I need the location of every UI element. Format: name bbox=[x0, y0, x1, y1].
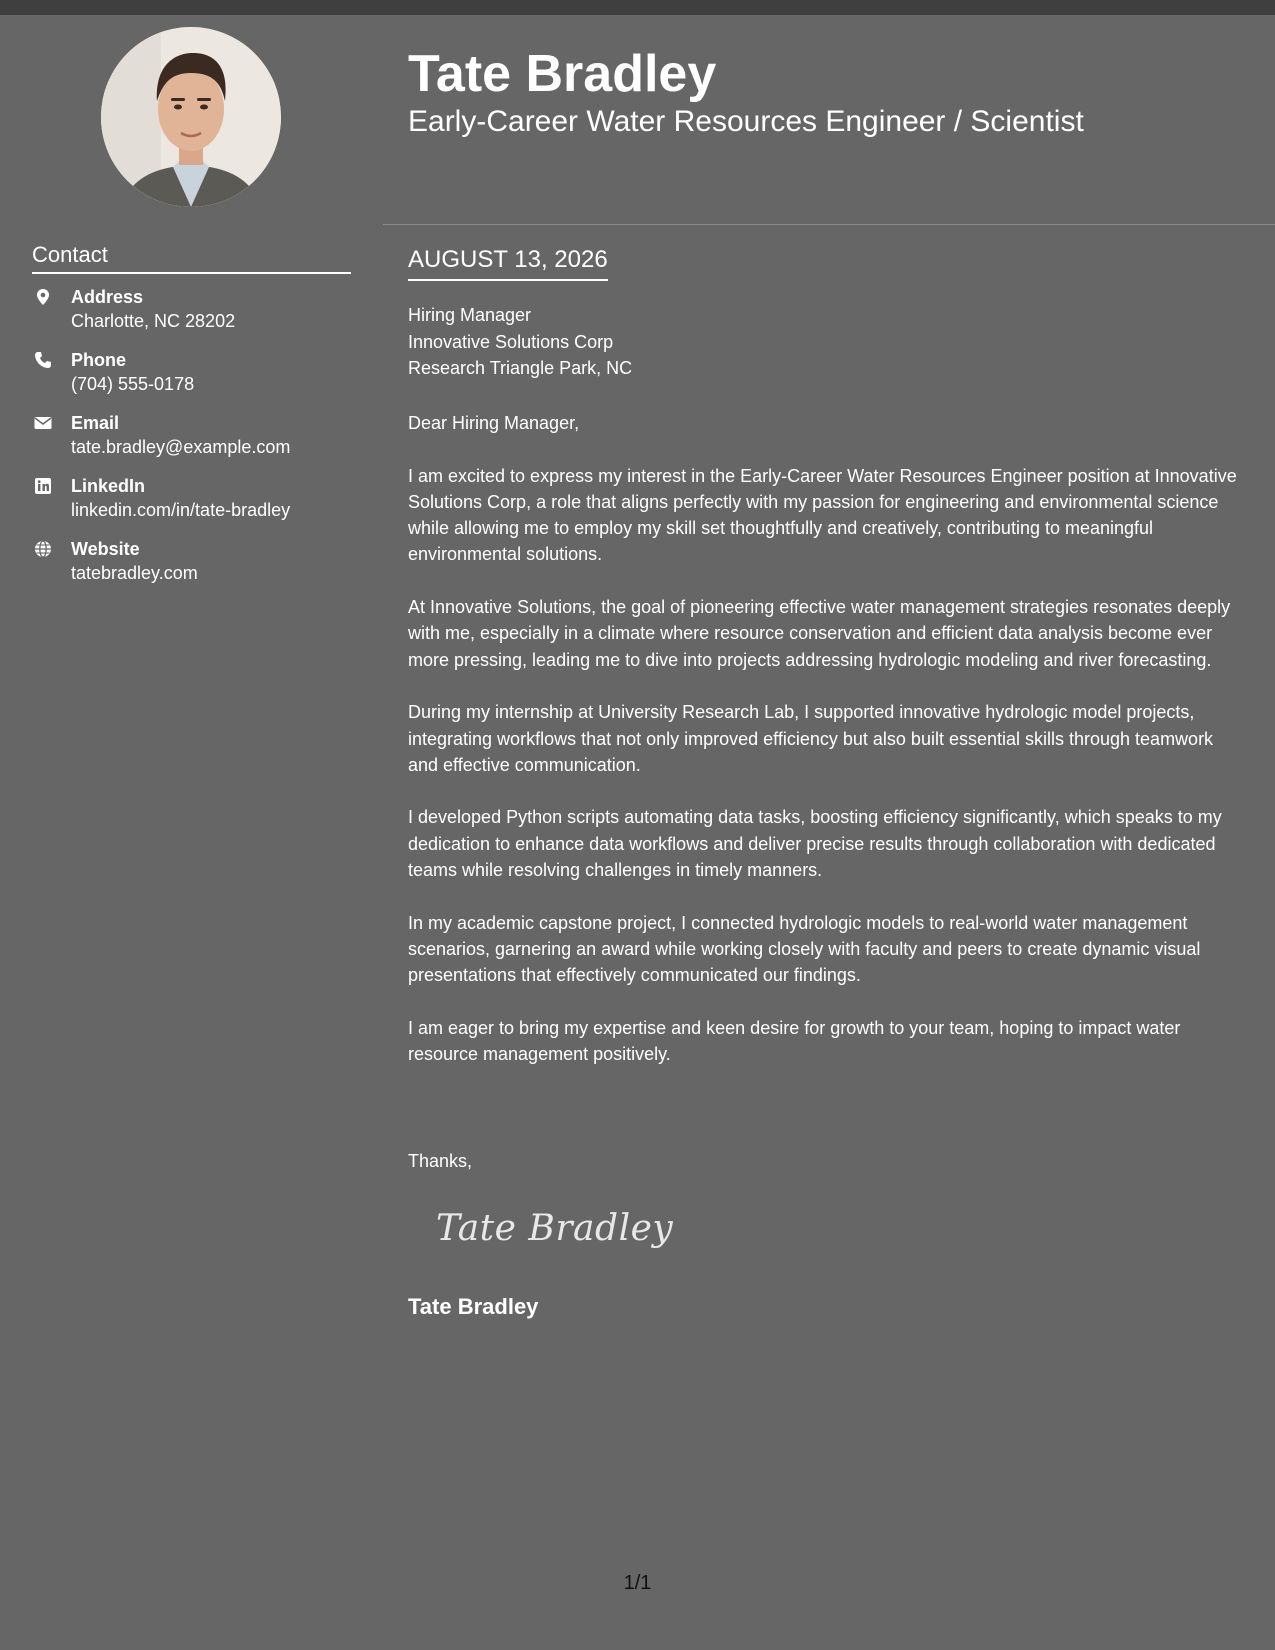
contact-email bbox=[32, 411, 352, 474]
contact-label: Email bbox=[71, 413, 120, 433]
contact-label: LinkedIn bbox=[71, 476, 146, 496]
applicant-name: Tate Bradley bbox=[408, 45, 717, 103]
contact-value: linkedin.com/in/tate-bradley bbox=[71, 500, 291, 520]
salutation: Dear Hiring Manager, bbox=[408, 413, 580, 433]
paragraph: I am eager to bring my expertise and keen desire for growth to your team, hoping to impact water resource management positively. bbox=[408, 1017, 1181, 1065]
contact-linkedin bbox=[32, 474, 352, 537]
contact-value: (704) 555-0178 bbox=[71, 374, 195, 394]
map-pin-icon bbox=[34, 288, 52, 306]
contact-phone bbox=[32, 348, 352, 411]
contact-value: tatebradley.com bbox=[71, 563, 198, 583]
paragraph: I am excited to express my interest in the Early-Career Water Resources Engineer position at Innovative Solutions Corp, a role that aligns perfectly with my passion for engineering and environmental science while allowing me to employ my skill set thoughtfully and creatively, contributing to meaningful environmental solutions. bbox=[408, 465, 1237, 565]
contact-label: Phone bbox=[71, 350, 127, 370]
recipient-block bbox=[408, 302, 632, 382]
contact-label: Address bbox=[71, 287, 144, 307]
linkedin-icon bbox=[34, 477, 52, 495]
paragraph: During my internship at University Research Lab, I supported innovative hydrologic model projects, integrating workflows that not only improved efficiency but also built essential skills through teamwork and effective communication. bbox=[408, 702, 1214, 775]
phone-icon bbox=[34, 351, 52, 369]
signature: Tate Bradley bbox=[436, 1208, 674, 1249]
contact-value: tate.bradley@example.com bbox=[71, 437, 291, 457]
letter-date: AUGUST 13, 2026 bbox=[408, 244, 608, 281]
recipient-line: Hiring Manager bbox=[408, 305, 532, 325]
contact-website bbox=[32, 537, 352, 600]
contact-list bbox=[32, 285, 352, 600]
paragraph: I developed Python scripts automating data tasks, boosting efficiency significantly, which speaks to my dedication to enhance data workflows and deliver precise results through collaboration with dedicated teams while resolving challenges in timely manners. bbox=[408, 807, 1222, 881]
letter-body bbox=[408, 410, 1238, 1094]
paragraph: At Innovative Solutions, the goal of pioneering effective water management strategies resonates deeply with me, especially in a climate where resource conservation and efficient data analysis become ever more pressing, leading me to dive into projects addressing hydrologic modeling and river forecasting. bbox=[408, 597, 1231, 670]
contact-address bbox=[32, 285, 352, 348]
contact-value: Charlotte, NC 28202 bbox=[71, 311, 236, 331]
page-indicator: 1/1 bbox=[623, 1572, 652, 1594]
paragraph: In my academic capstone project, I connected hydrologic models to real-world water management scenarios, garnering an award while working closely with faculty and peers to create dynamic visual presentations that effectively communicated our findings. bbox=[408, 912, 1201, 986]
avatar bbox=[101, 27, 281, 207]
header-divider bbox=[383, 224, 1275, 225]
recipient-line: Innovative Solutions Corp bbox=[408, 331, 614, 352]
closing: Thanks, bbox=[408, 1151, 473, 1171]
signer-name: Tate Bradley bbox=[408, 1294, 539, 1319]
contact-label: Website bbox=[71, 539, 140, 559]
envelope-icon bbox=[34, 414, 52, 432]
contact-heading: Contact bbox=[32, 240, 351, 274]
job-headline: Early-Career Water Resources Engineer / Scientist bbox=[408, 105, 1084, 138]
globe-icon bbox=[34, 540, 52, 558]
top-bar bbox=[0, 0, 1275, 15]
recipient-line: Research Triangle Park, NC bbox=[408, 358, 633, 378]
